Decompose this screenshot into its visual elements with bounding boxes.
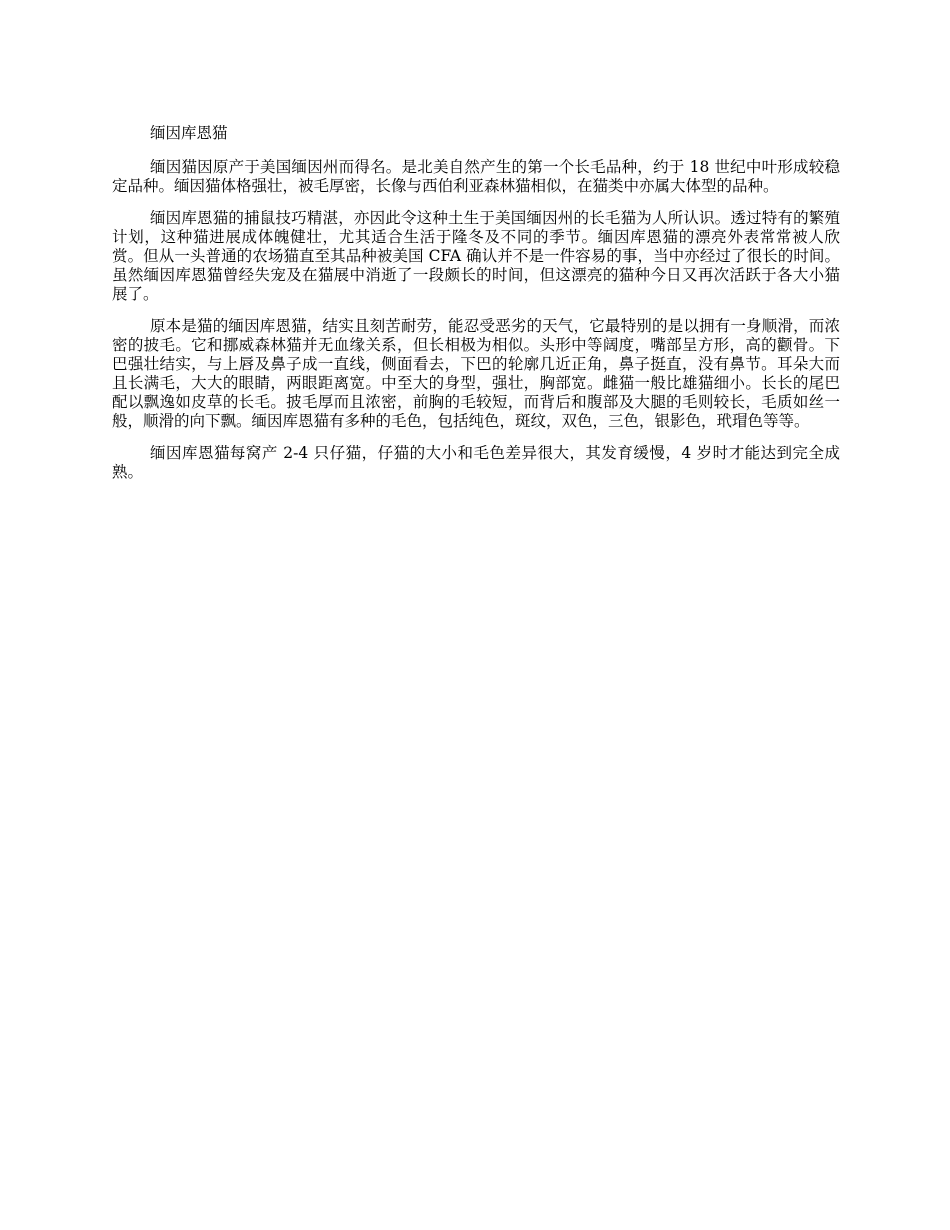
document-body [112,124,840,495]
paragraph-origin: 缅因猫因原产于美国缅因州而得名。是北美自然产生的第一个长毛品种，约于 18 世纪中叶形成较稳定品种。缅因猫体格强壮，被毛厚密，长像与西伯利亚森林猫相似，在猫类中亦属大体型的品种。 [112,158,840,195]
paragraph-breeding: 缅因库恩猫每窝产 2-4 只仔猫，仔猫的大小和毛色差异很大，其发育缓慢，4 岁时才能达到完全成熟。 [112,444,840,481]
paragraph-history: 缅因库恩猫的捕鼠技巧精湛，亦因此令这种土生于美国缅因州的长毛猫为人所认识。透过特有的繁殖计划，这种猫进展成体魄健壮，尤其适合生活于隆冬及不同的季节。缅因库恩猫的漂亮外表常常被人欣赏。但从一头普通的农场猫直至其品种被美国 CFA 确认并不是一件容易的事，当中亦经过了很长的时间。虽然缅因库恩猫曾经失宠及在猫展中消逝了一段颇长的时间，但这漂亮的猫种今日又再次活跃于各大小猫展了。 [112,209,840,303]
paragraph-appearance: 原本是猫的缅因库恩猫，结实且刻苦耐劳，能忍受恶劣的天气，它最特别的是以拥有一身顺滑，而浓密的披毛。它和挪威森林猫并无血缘关系，但长相极为相似。头形中等阔度，嘴部呈方形，高的颧骨。下巴强壮结实，与上唇及鼻子成一直线，侧面看去，下巴的轮廓几近正角，鼻子挺直，没有鼻节。耳朵大而且长满毛，大大的眼睛，两眼距离宽。中至大的身型，强壮，胸部宽。雌猫一般比雄猫细小。长长的尾巴配以飘逸如皮草的长毛。披毛厚而且浓密，前胸的毛较短，而背后和腹部及大腿的毛则较长，毛质如丝一般，顺滑的向下飘。缅因库恩猫有多种的毛色，包括纯色，斑纹，双色，三色，银影色，玳瑁色等等。 [112,317,840,430]
document-title: 缅因库恩猫 [150,124,228,142]
